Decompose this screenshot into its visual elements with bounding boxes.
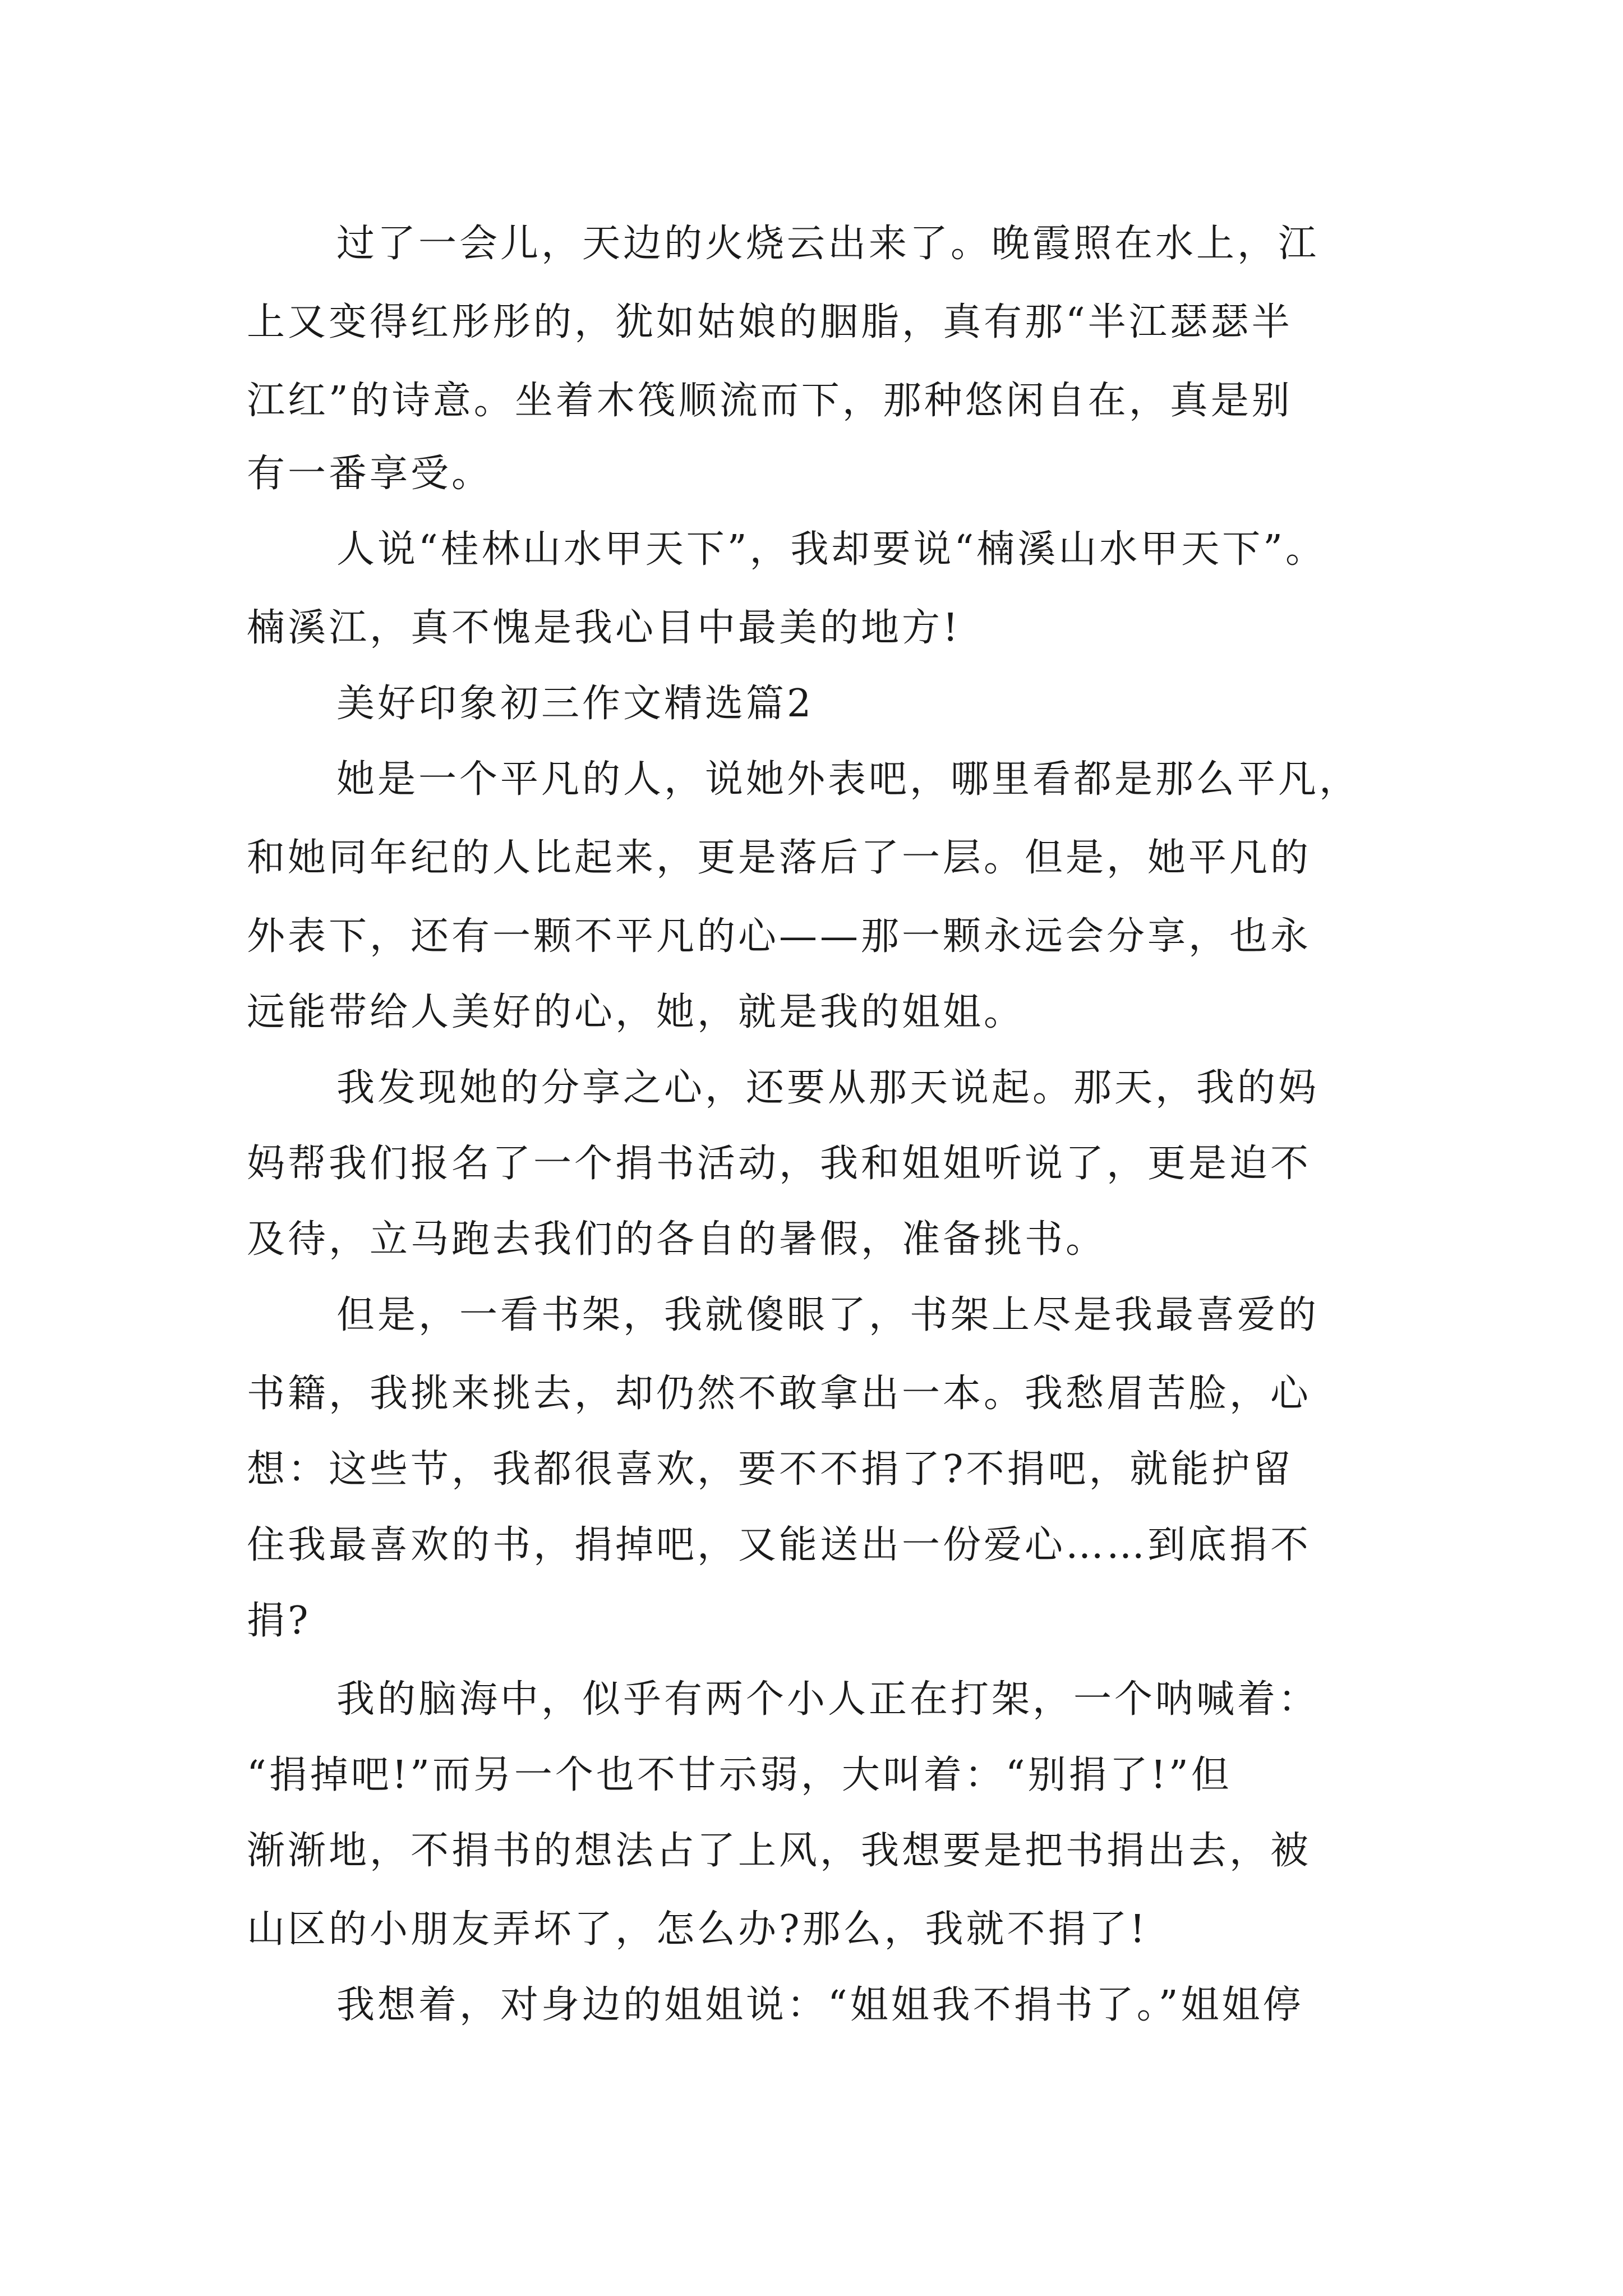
text-line: 外表下，还有一颗不平凡的心——那一颗永远会分享，也永: [247, 914, 1312, 959]
text-line: 妈帮我们报名了一个捐书活动，我和姐姐听说了，更是迫不: [247, 1142, 1312, 1186]
text-line: 捐?: [247, 1599, 311, 1643]
text-line: 渐渐地，不捐书的想法占了上风，我想要是把书捐出去，被: [247, 1829, 1312, 1873]
text-line: 过了一会儿，天边的火烧云出来了。晚霞照在水上，江: [336, 222, 1320, 266]
text-line: 江红”的诗意。坐着木筏顺流而下，那种悠闲自在，真是别: [247, 379, 1293, 423]
text-line: 她是一个平凡的人，说她外表吧，哪里看都是那么平凡，: [336, 757, 1361, 802]
text-line: 上又变得红彤彤的，犹如姑娘的胭脂，真有那“半江瑟瑟半: [247, 300, 1293, 344]
text-line: 山区的小朋友弄坏了，怎么办?那么，我就不捐了!: [247, 1907, 1148, 1952]
text-line: 我想着，对身边的姐姐说：“姐姐我不捐书了。”姐姐停: [336, 1983, 1304, 2027]
text-line: 我的脑海中，似乎有两个小人正在打架，一个呐喊着：: [336, 1677, 1320, 1722]
text-line: 楠溪江，真不愧是我心目中最美的地方!: [247, 606, 961, 650]
text-line: “捐掉吧!”而另一个也不甘示弱，大叫着：“别捐了!”但: [247, 1753, 1232, 1797]
text-line: 人说“桂林山水甲天下”，我却要说“楠溪山水甲天下”。: [336, 527, 1327, 572]
text-line: 有一番享受。: [247, 452, 493, 496]
text-line: 书籍，我挑来挑去，却仍然不敢拿出一本。我愁眉苦脸，心: [247, 1372, 1312, 1416]
text-line: 及待，立马跑去我们的各自的暑假，准备挑书。: [247, 1217, 1107, 1262]
text-line: 想：这些节，我都很喜欢，要不不捐了?不捐吧，就能护留: [247, 1447, 1294, 1492]
section-heading: 美好印象初三作文精选篇2: [336, 682, 814, 726]
text-line: 但是，一看书架，我就傻眼了，书架上尽是我最喜爱的: [336, 1293, 1320, 1337]
text-line: 我发现她的分享之心，还要从那天说起。那天，我的妈: [336, 1066, 1320, 1110]
text-line: 远能带给人美好的心，她，就是我的姐姐。: [247, 990, 1025, 1034]
text-line: 住我最喜欢的书，捐掉吧，又能送出一份爱心……到底捐不: [247, 1523, 1312, 1567]
text-line: 和她同年纪的人比起来，更是落后了一层。但是，她平凡的: [247, 836, 1312, 880]
